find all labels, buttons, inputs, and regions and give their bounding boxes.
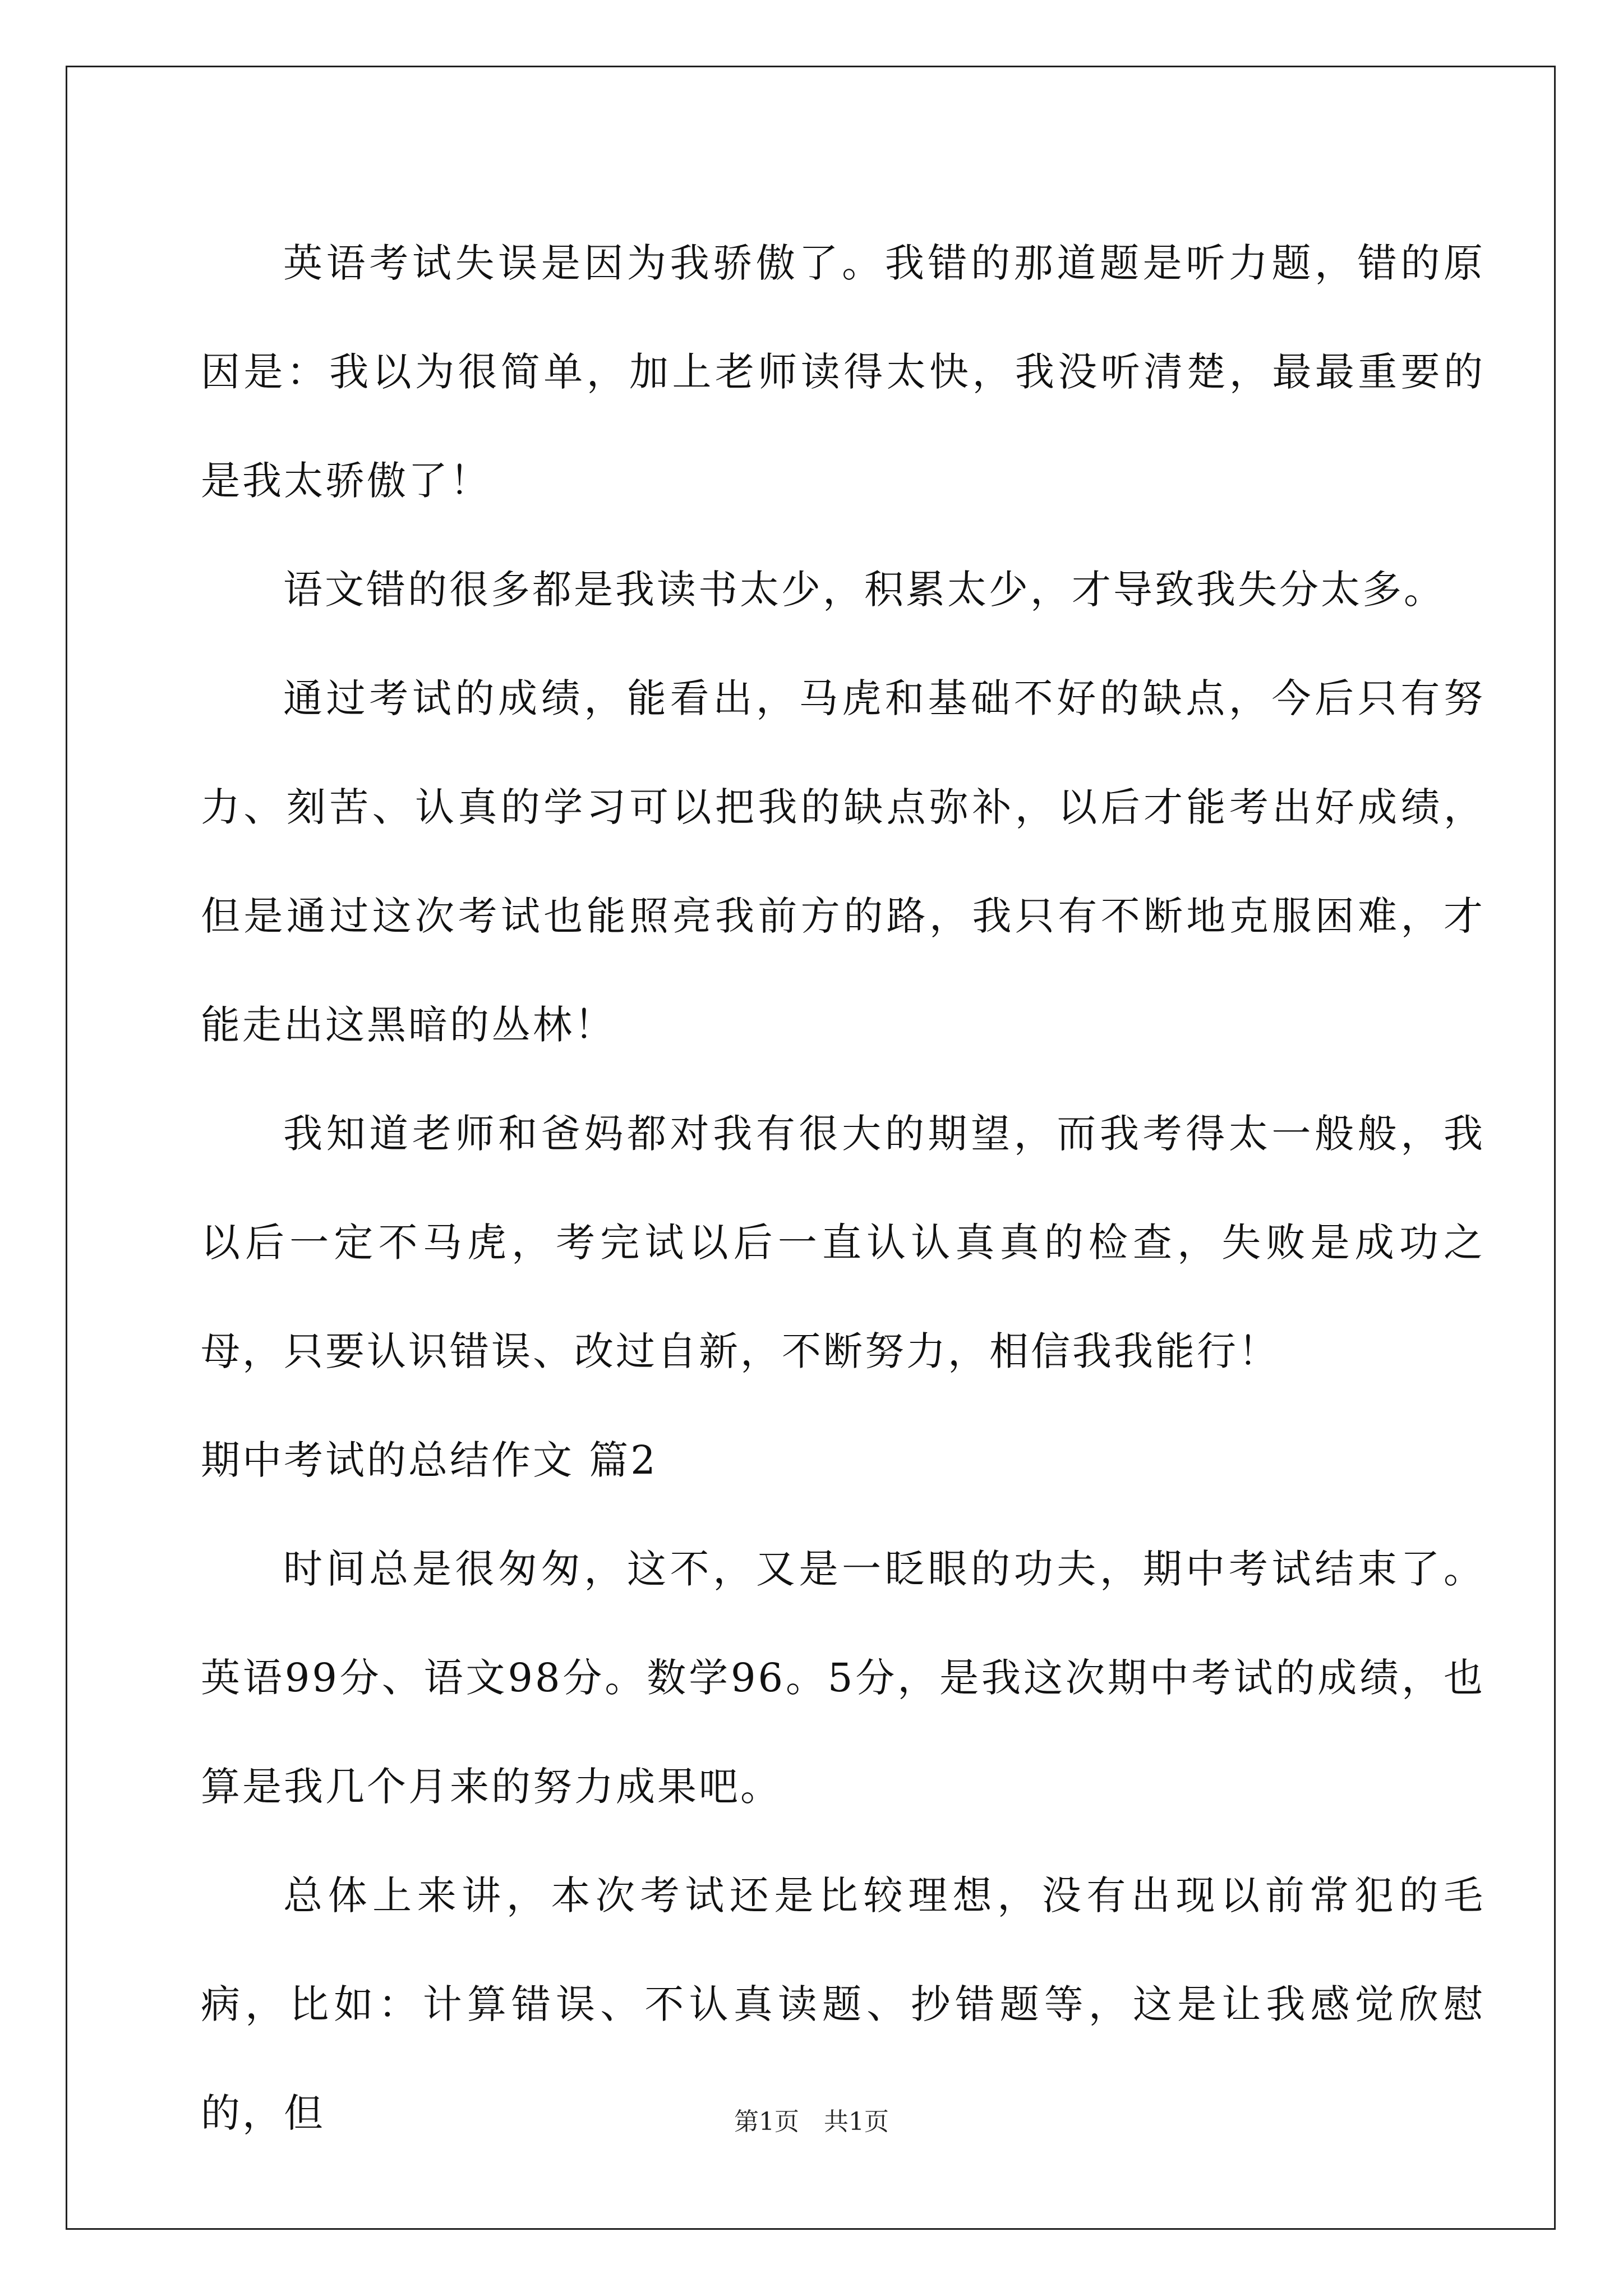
section-heading: 期中考试的总结作文 篇2 [201,1437,658,1483]
paragraph-overall: 总体上来讲，本次考试还是比较理想，没有出现以前常犯的毛病，比如：计算错误、不认真读题、抄错题等，这是让我感觉欣慰的，但 [201,1872,1485,2136]
paragraph-english-exam: 英语考试失误是因为我骄傲了。我错的那道题是听力题，错的原因是：我以为很简单，加上老师读得太快，我没听清楚，最最重要的是我太骄傲了！ [201,240,1485,504]
document-body [201,209,1485,2168]
page-number-footer: 第1页 共1页 [734,2108,889,2136]
paragraph-chinese-exam: 语文错的很多都是我读书太少，积累太少，才导致我失分太多。 [283,567,1445,613]
paragraph-scores: 时间总是很匆匆，这不，又是一眨眼的功夫，期中考试结束了。英语99分、语文98分。数学96。5分，是我这次期中考试的成绩，也算是我几个月来的努力成果吧。 [201,1546,1485,1810]
paragraph-resolution: 我知道老师和爸妈都对我有很大的期望，而我考得太一般般，我以后一定不马虎，考完试以后一直认认真真的检查，失败是成功之母，只要认识错误、改过自新，不断努力，相信我我能行！ [201,1111,1485,1374]
paragraph-reflection: 通过考试的成绩，能看出，马虎和基础不好的缺点，今后只有努力、刻苦、认真的学习可以把我的缺点弥补，以后才能考出好成绩，但是通过这次考试也能照亮我前方的路，我只有不断地克服困难，才能走出这黑暗的丛林！ [201,675,1485,1048]
